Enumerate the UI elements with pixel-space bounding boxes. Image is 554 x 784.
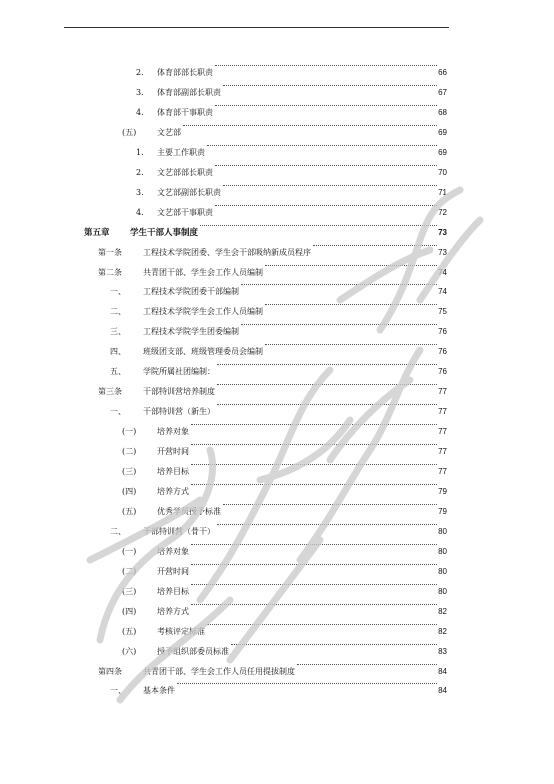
toc-title: 工程技术学院团委、学生会干部吸纳新成员程序 — [143, 245, 311, 261]
toc-row[interactable] — [0, 404, 554, 420]
toc-leader-dots — [223, 504, 437, 505]
toc-number: (四) — [122, 486, 137, 496]
toc-row[interactable] — [0, 683, 554, 699]
toc-page-number: 80 — [438, 546, 447, 556]
toc-number: 五、 — [110, 367, 126, 377]
toc-row[interactable] — [0, 105, 554, 121]
header-rule — [64, 27, 449, 28]
toc-leader-dots — [217, 364, 437, 365]
toc-leader-dots — [177, 683, 437, 684]
toc-row[interactable] — [0, 304, 554, 320]
toc-page-number: 84 — [438, 686, 447, 696]
toc-leader-dots — [191, 604, 437, 605]
toc-number: 一、 — [110, 407, 126, 417]
toc-leader-dots — [200, 225, 437, 226]
toc-leader-dots — [241, 324, 437, 325]
toc-title: 主要工作职责 — [157, 145, 205, 161]
toc-number: 3. — [136, 187, 144, 197]
toc-row[interactable] — [0, 564, 554, 580]
toc-row[interactable] — [0, 524, 554, 540]
toc-page-number: 82 — [438, 606, 447, 616]
toc-leader-dots — [297, 664, 437, 665]
toc-leader-dots — [265, 265, 437, 266]
toc-number: (一) — [122, 546, 137, 556]
toc-title: 体育部部长职责 — [157, 65, 213, 81]
toc-page-number: 80 — [438, 526, 447, 536]
toc-leader-dots — [215, 165, 437, 166]
toc-row[interactable] — [0, 664, 554, 680]
toc-number: (二) — [122, 566, 137, 576]
toc-leader-dots — [215, 65, 437, 66]
toc-page-number: 68 — [438, 107, 447, 117]
toc-row[interactable] — [0, 364, 554, 380]
toc-title: 干部特训营培养制度 — [143, 384, 215, 400]
toc-page-number: 77 — [438, 427, 447, 437]
toc-number: 2. — [136, 68, 144, 77]
toc-title: 工程技术学院学生团委编制 — [143, 324, 239, 340]
toc-leader-dots — [191, 544, 437, 545]
toc-leader-dots — [217, 524, 437, 525]
toc-page-number: 83 — [438, 646, 447, 656]
toc-leader-dots — [265, 304, 437, 305]
toc-page-number: 80 — [438, 566, 447, 576]
toc-title: 班级团支部、班级管理委员会编制 — [143, 344, 263, 360]
toc-leader-dots — [223, 185, 437, 186]
toc-page-number: 66 — [438, 68, 447, 77]
toc-number: 第五章 — [84, 227, 110, 238]
toc-row[interactable] — [0, 504, 554, 520]
toc-number: 4. — [136, 207, 144, 217]
toc-title: 体育部干事职责 — [157, 105, 213, 121]
toc-page-number: 80 — [438, 586, 447, 596]
toc-number: 第二条 — [98, 267, 122, 277]
toc-row[interactable] — [0, 604, 554, 620]
toc-title: 培养对象 — [157, 424, 189, 440]
toc-number: 3. — [136, 87, 144, 97]
toc-title: 培养目标 — [157, 464, 189, 480]
toc-title: 工程技术学院学生会工作人员编制 — [143, 304, 263, 320]
toc-title: 体育部副部长职责 — [157, 85, 221, 101]
toc-leader-dots — [215, 105, 437, 106]
toc-title: 优秀学员授予标准 — [157, 504, 221, 520]
toc-number: 2. — [136, 167, 144, 177]
toc-page-number: 77 — [438, 467, 447, 476]
toc-page-number: 69 — [438, 127, 447, 137]
toc-leader-dots — [215, 205, 437, 206]
toc-number: 一、 — [110, 287, 126, 297]
toc-leader-dots — [231, 644, 437, 645]
toc-title: 培养对象 — [157, 544, 189, 560]
toc-number: (一) — [122, 427, 137, 437]
toc-title: 共青团干部、学生会工作人员编制 — [143, 265, 263, 281]
toc-row[interactable] — [0, 584, 554, 600]
toc-number: (五) — [122, 127, 137, 137]
toc-number: (五) — [122, 626, 137, 636]
toc-title: 干部特训营（新生） — [143, 404, 215, 420]
toc-page-number: 84 — [438, 666, 447, 676]
toc-row[interactable] — [0, 245, 554, 261]
toc-page-number: 67 — [438, 87, 447, 97]
toc-leader-dots — [265, 344, 437, 345]
toc-page-number: 76 — [438, 327, 447, 337]
toc-leader-dots — [191, 444, 437, 445]
toc-page-number: 76 — [438, 367, 447, 377]
toc-row[interactable] — [0, 145, 554, 161]
toc-page-number: 74 — [438, 267, 447, 277]
toc-leader-dots — [223, 85, 437, 86]
toc-title: 学院所属社团编制： — [143, 364, 215, 380]
toc-title: 文艺部副部长职责 — [157, 185, 221, 201]
toc-row[interactable] — [0, 464, 554, 480]
toc-page-number: 69 — [438, 147, 447, 157]
toc-number: (三) — [122, 467, 137, 476]
toc-row[interactable] — [0, 125, 554, 141]
toc-row[interactable] — [0, 344, 554, 360]
toc-number: 第一条 — [98, 247, 122, 257]
toc-leader-dots — [207, 624, 437, 625]
toc-row[interactable] — [0, 444, 554, 460]
toc-leader-dots — [191, 564, 437, 565]
toc-number: 1. — [136, 147, 144, 157]
toc-page-number: 71 — [438, 187, 447, 197]
toc-leader-dots — [183, 125, 437, 126]
toc-row[interactable] — [0, 284, 554, 300]
toc-number: 四、 — [110, 347, 126, 357]
toc-title: 基本条件 — [143, 683, 175, 699]
toc-number: (四) — [122, 606, 137, 616]
toc-row[interactable] — [0, 65, 554, 81]
toc-page-number: 75 — [438, 307, 447, 317]
toc-title: 开营时间 — [157, 564, 189, 580]
toc-row[interactable] — [0, 185, 554, 201]
toc-row[interactable] — [0, 85, 554, 101]
toc-number: (五) — [122, 506, 137, 516]
toc-title: 考核评定标准 — [157, 624, 205, 640]
toc-row[interactable] — [0, 324, 554, 340]
toc-row[interactable] — [0, 484, 554, 500]
toc-number: 第三条 — [98, 387, 122, 397]
toc-row[interactable] — [0, 544, 554, 560]
toc-row[interactable] — [0, 165, 554, 181]
toc-number: 一、 — [110, 686, 126, 696]
toc-leader-dots — [191, 484, 437, 485]
toc-title: 工程技术学院团委干部编制 — [143, 284, 239, 300]
toc-number: 4. — [136, 107, 144, 117]
toc-title: 文艺部部长职责 — [157, 165, 213, 181]
toc-leader-dots — [191, 584, 437, 585]
toc-page-number: 73 — [438, 247, 447, 257]
toc-row[interactable] — [0, 384, 554, 400]
toc-leader-dots — [313, 245, 437, 246]
toc-title: 开营时间 — [157, 444, 189, 460]
toc-title: 文艺部 — [157, 125, 181, 141]
toc-row[interactable] — [0, 624, 554, 640]
toc-title: 培养方式 — [157, 604, 189, 620]
toc-chapter-row[interactable] — [0, 225, 554, 241]
toc-title: 授予组织部委员标准 — [157, 644, 229, 660]
toc-title: 文艺部干事职责 — [157, 205, 213, 221]
toc-title: 干部特训营（骨干） — [143, 524, 215, 540]
toc-title: 共青团干部、学生会工作人员任用提拔制度 — [143, 664, 295, 680]
toc-row[interactable] — [0, 205, 554, 221]
toc-leader-dots — [217, 384, 437, 385]
toc-page-number: 82 — [438, 626, 447, 636]
toc-number: (二) — [122, 447, 137, 457]
toc-title: 培养方式 — [157, 484, 189, 500]
toc-leader-dots — [241, 284, 437, 285]
toc-leader-dots — [207, 145, 437, 146]
toc-row[interactable] — [0, 644, 554, 660]
toc-page-number: 72 — [438, 207, 447, 217]
toc-page-number: 77 — [438, 407, 447, 417]
toc-page-number: 74 — [438, 287, 447, 297]
toc-row[interactable] — [0, 424, 554, 440]
toc-leader-dots — [191, 424, 437, 425]
toc-title: 学生干部人事制度 — [130, 225, 198, 241]
toc-page-number: 73 — [438, 227, 447, 237]
toc-number: (六) — [122, 646, 137, 656]
toc-leader-dots — [217, 404, 437, 405]
toc-number: 二、 — [110, 526, 126, 536]
toc-page-number: 79 — [438, 486, 447, 496]
toc-number: 三、 — [110, 327, 126, 337]
toc-number: 二、 — [110, 307, 126, 317]
toc-page-number: 76 — [438, 347, 447, 357]
toc-leader-dots — [191, 464, 437, 465]
toc-number: (三) — [122, 586, 137, 596]
toc-number: 第四条 — [98, 666, 122, 676]
toc-row[interactable] — [0, 265, 554, 281]
toc-page-number: 77 — [438, 387, 447, 397]
toc-page-number: 70 — [438, 167, 447, 177]
toc-page-number: 79 — [438, 506, 447, 516]
toc-page-number: 77 — [438, 447, 447, 457]
toc-title: 培养目标 — [157, 584, 189, 600]
